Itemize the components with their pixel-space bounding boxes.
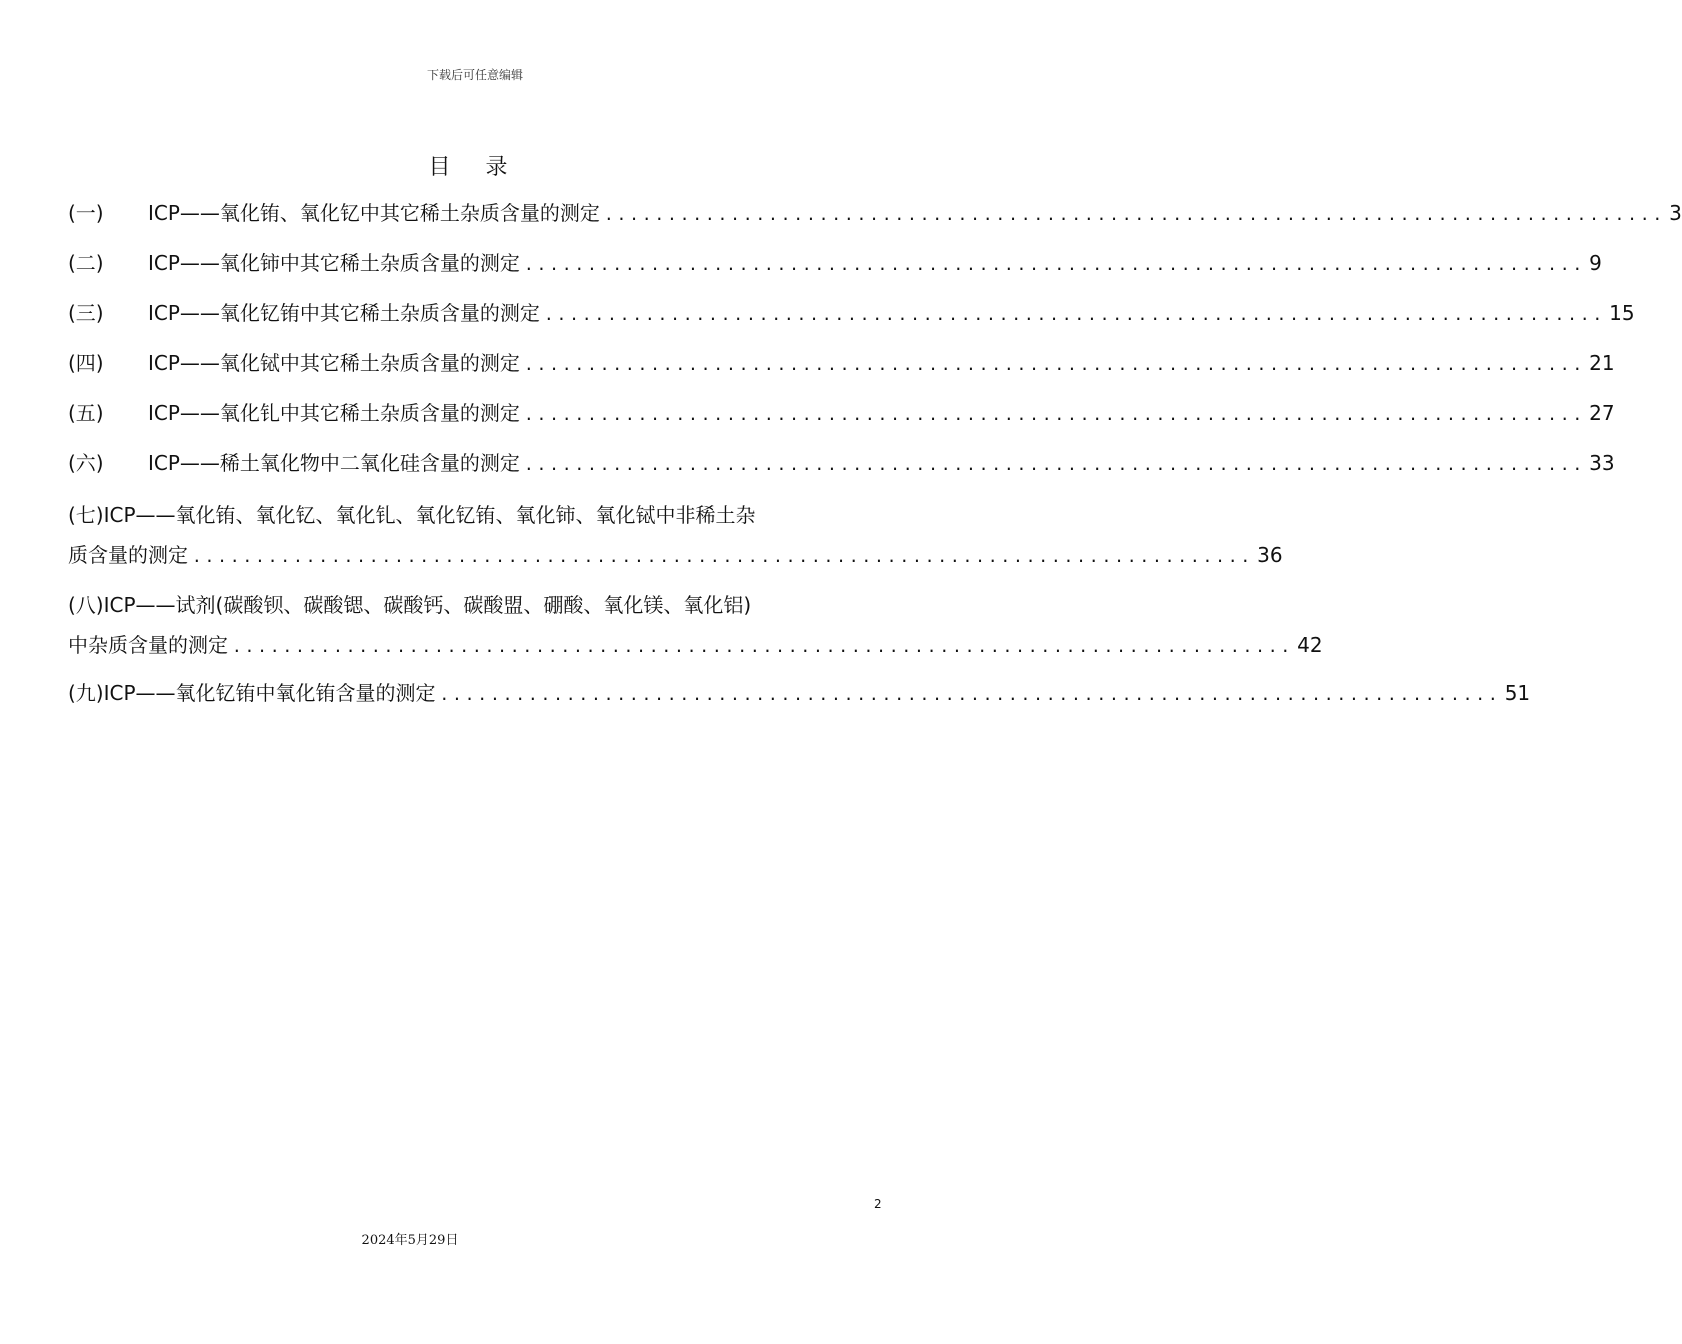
toc-leader-dots: .................................................................................... <box>543 305 1606 324</box>
toc-entry-title: ICP——氧化钆中其它稀土杂质含量的测定 <box>148 401 520 425</box>
toc-leader-dots: .................................................................................... <box>439 685 1501 704</box>
toc-entry-page: 9 <box>1589 251 1602 275</box>
toc-entry-title-line2: 中杂质含量的测定 <box>68 633 228 657</box>
toc-entry-title: ICP——氧化铈中其它稀土杂质含量的测定 <box>148 251 520 275</box>
toc-leader-dots: .................................................................................... <box>523 405 1586 424</box>
toc-entry-9[interactable] <box>68 675 1531 725</box>
toc-entry-title-line1: (八)ICP——试剂(碳酸钡、碳酸锶、碳酸钙、碳酸盟、硼酸、氧化镁、氧化铝) <box>68 593 752 617</box>
toc-leader-dots: .................................................................................... <box>603 205 1666 224</box>
toc-entry-title-line2: 质含量的测定 <box>68 543 188 567</box>
toc-entry-6[interactable] <box>68 445 1615 495</box>
toc-title: 目 录 <box>428 155 522 180</box>
toc-entry-7[interactable] <box>68 495 1283 577</box>
toc-entry-number: (五) <box>68 401 104 425</box>
toc-entry-4[interactable] <box>68 345 1615 395</box>
toc-entry-page: 51 <box>1504 681 1531 705</box>
toc-entry-page: 42 <box>1297 633 1323 657</box>
toc-entry-title-line2-row <box>68 625 1323 667</box>
toc-entry-number: (六) <box>68 451 104 475</box>
toc-entry-3[interactable] <box>68 295 1635 345</box>
toc-entry-8[interactable] <box>68 585 1323 667</box>
toc-entry-page: 27 <box>1589 401 1615 425</box>
toc-leader-dots: .................................................................................... <box>523 455 1586 474</box>
toc-leader-dots: .................................................................................... <box>192 547 1254 566</box>
toc-entry-title: ICP——氧化铽中其它稀土杂质含量的测定 <box>148 351 520 375</box>
toc-entry-5[interactable] <box>68 395 1615 445</box>
toc-entry-page: 15 <box>1609 301 1635 325</box>
toc-entry-number: (一) <box>68 201 104 225</box>
footer-date: 2024年5月29日 <box>361 1233 459 1248</box>
toc-entry-1[interactable] <box>68 195 1682 245</box>
toc-entry-title: ICP——氧化铕、氧化钇中其它稀土杂质含量的测定 <box>148 201 600 225</box>
toc-entry-number: (四) <box>68 351 104 375</box>
toc-entry-page: 21 <box>1589 351 1615 375</box>
toc-entry-page: 3 <box>1669 201 1682 225</box>
toc-entry-title: (九)ICP——氧化钇铕中氧化铕含量的测定 <box>68 681 436 705</box>
toc-entry-title: ICP——氧化钇铕中其它稀土杂质含量的测定 <box>148 301 540 325</box>
table-of-contents <box>68 195 1682 725</box>
toc-leader-dots: .................................................................................... <box>523 355 1586 374</box>
toc-entry-page: 36 <box>1257 543 1283 567</box>
page-number: 2 <box>874 1197 882 1211</box>
toc-entry-title-line1: (七)ICP——氧化铕、氧化钇、氧化钆、氧化钇铕、氧化铈、氧化铽中非稀土杂 <box>68 503 756 527</box>
toc-entry-title: ICP——稀土氧化物中二氧化硅含量的测定 <box>148 451 520 475</box>
toc-leader-dots: .................................................................................... <box>232 637 1294 656</box>
toc-entry-page: 33 <box>1589 451 1615 475</box>
toc-leader-dots: .................................................................................... <box>523 255 1586 274</box>
toc-entry-title-line2-row <box>68 535 1283 577</box>
header-note: 下载后可任意编辑 <box>426 68 523 82</box>
toc-entry-2[interactable] <box>68 245 1602 295</box>
toc-entry-number: (二) <box>68 251 104 275</box>
toc-entry-number: (三) <box>68 301 104 325</box>
